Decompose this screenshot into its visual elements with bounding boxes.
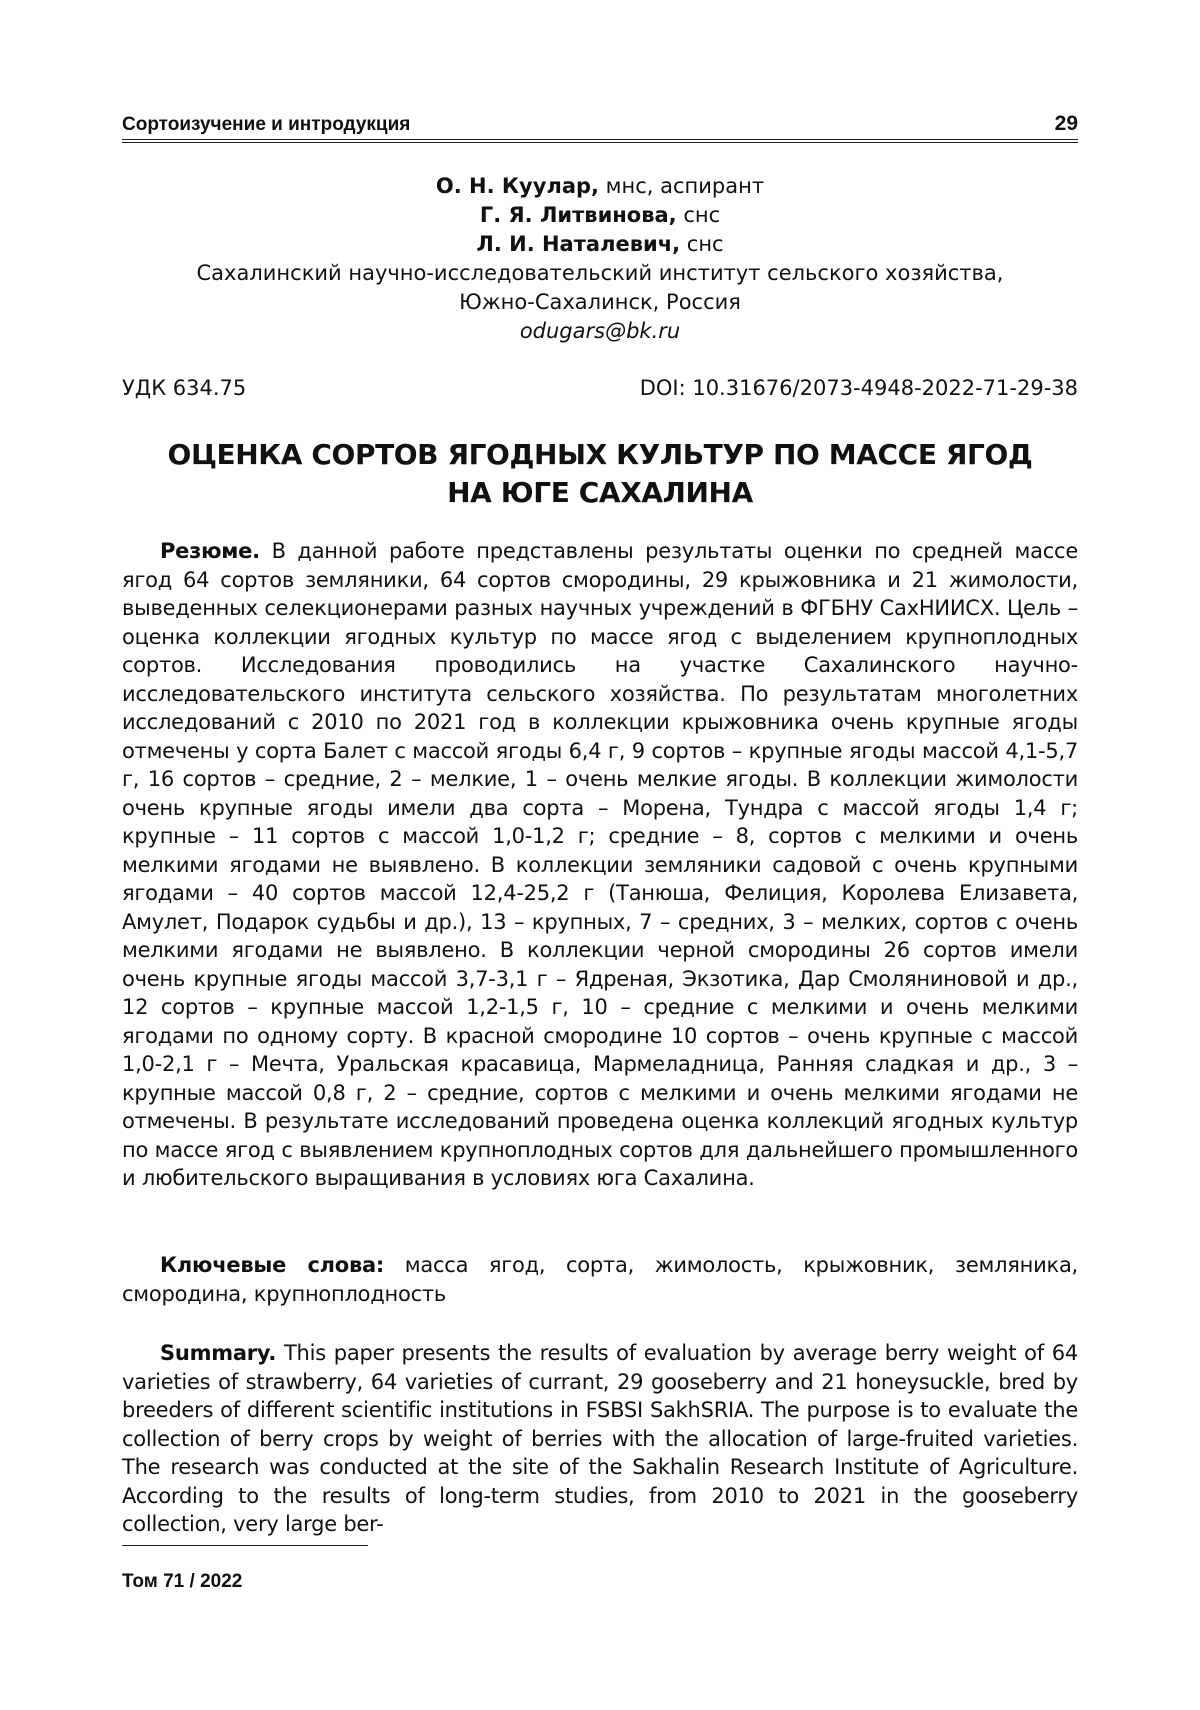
author-block	[100, 172, 1100, 346]
udc-code: УДК 634.75	[122, 376, 247, 400]
running-head	[122, 112, 1078, 142]
abstract-label: Резюме.	[160, 539, 260, 563]
summary-label: Summary.	[160, 1341, 277, 1365]
abstract-text: В данной работе представлены результаты оценки по средней массе ягод 64 сортов земляники, 64 сортов смородины, 29 крыжовника и 21 жимолости, выведенных селекционерами разных научных учреждений в ФГБНУ СахНИИСХ. Цель – оценка коллекции ягодных культур по массе ягод с выделением крупноплодных сортов. Исследования проводились на участке Сахалинского научно-исследовательского института сельского хозяйства. По результатам многолетних исследований с 2010 по 2021 год в коллекции крыжовника очень крупные ягоды отмечены у сорта Балет с массой ягоды 6,4 г, 9 сортов – крупные ягоды массой 4,1-5,7 г, 16 сортов – средние, 2 – мелкие, 1 – очень мелкие ягоды. В коллекции жимолости очень крупные ягоды имели два сорта – Морена, Тундра с массой ягоды 1,4 г; крупные – 11 сортов с массой 1,0-1,2 г; средние – 8, сортов с мелкими и очень мелкими ягодами не выявлено. В коллекции земляники садовой с очень крупными ягодами – 40 сортов массой 12,4-25,2 г (Танюша, Фелиция, Королева Елизавета, Амулет, Подарок судьбы и др.), 13 – крупных, 7 – средних, 3 – мелких, сортов с очень мелкими ягодами не выявлено. В коллекции черной смородины 26 сортов имели очень крупные ягоды массой 3,7-3,1 г – Ядреная, Экзотика, Дар Смоляниновой и др., 12 сортов – крупные массой 1,2-1,5 г, 10 – средние с мелкими и очень мелкими ягодами по одному сорту. В красной смородине 10 сортов – очень крупные с массой 1,0-2,1 г – Мечта, Уральская красавица, Мармеладница, Ранняя сладкая и др., 3 – крупные массой 0,8 г, 2 – средние, сортов с мелкими и очень мелкими ягодами не отмечены. В результате исследований проведена оценка коллекций ягодных культур по массе ягод с выявлением крупноплодных сортов для дальнейшего промышленного и любительского выращивания в условиях юга Сахалина.	[122, 539, 1078, 1190]
section-title: Сортоизучение и интродукция	[122, 114, 411, 135]
title-line: ОЦЕНКА СОРТОВ ЯГОДНЫХ КУЛЬТУР ПО МАССЕ ЯГОД	[167, 438, 1033, 471]
author-line	[100, 230, 1100, 259]
author-name: Г. Я. Литвинова,	[479, 203, 677, 227]
article-title	[122, 436, 1078, 512]
contact-email[interactable]: odugars@bk.ru	[519, 319, 681, 343]
keywords-text: масса ягод, сорта, жимолость, крыжовник, земляника, смородина, крупноплодность	[122, 1253, 1078, 1306]
author-role: снс	[680, 232, 724, 256]
affiliation-city: Южно-Сахалинск, Россия	[459, 290, 741, 314]
author-name: О. Н. Куулар,	[435, 174, 599, 198]
author-role: снс	[676, 203, 721, 227]
volume-footer: Том 71 / 2022	[122, 1571, 243, 1592]
keywords-russian	[122, 1251, 1078, 1308]
author-line	[100, 172, 1100, 201]
doi-link[interactable]: DOI: 10.31676/2073-4948-2022-71-29-38	[639, 376, 1078, 400]
summary-text: This paper presents the results of evaluation by average berry weight of 64 varieties of strawberry, 64 varieties of currant, 29 gooseberry and 21 honeysuckle, bred by breeders of different scientific institutions in FSBSI SakhSRIA. The purpose is to evaluate the collection of berry crops by weight of berries with the allocation of large-fruited varieties. The research was conducted at the site of the Sakhalin Research Institute of Agriculture. According to the results of long-term studies, from 2010 to 2021 in the gooseberry collection, very large ber-	[122, 1341, 1078, 1536]
author-role: мнс, аспирант	[599, 174, 765, 198]
author-line	[100, 201, 1100, 230]
header-double-rule	[122, 139, 1078, 143]
page-number: 29	[1054, 112, 1078, 135]
affiliation-line: Сахалинский научно-исследовательский институт сельского хозяйства,	[196, 261, 1004, 285]
author-name: Л. И. Наталевич,	[476, 232, 681, 256]
title-line: НА ЮГЕ САХАЛИНА	[447, 476, 753, 509]
summary-english	[122, 1339, 1078, 1539]
abstract-russian	[122, 537, 1078, 1193]
footer-rule	[122, 1545, 368, 1546]
keywords-label: Ключевые слова:	[160, 1253, 385, 1277]
